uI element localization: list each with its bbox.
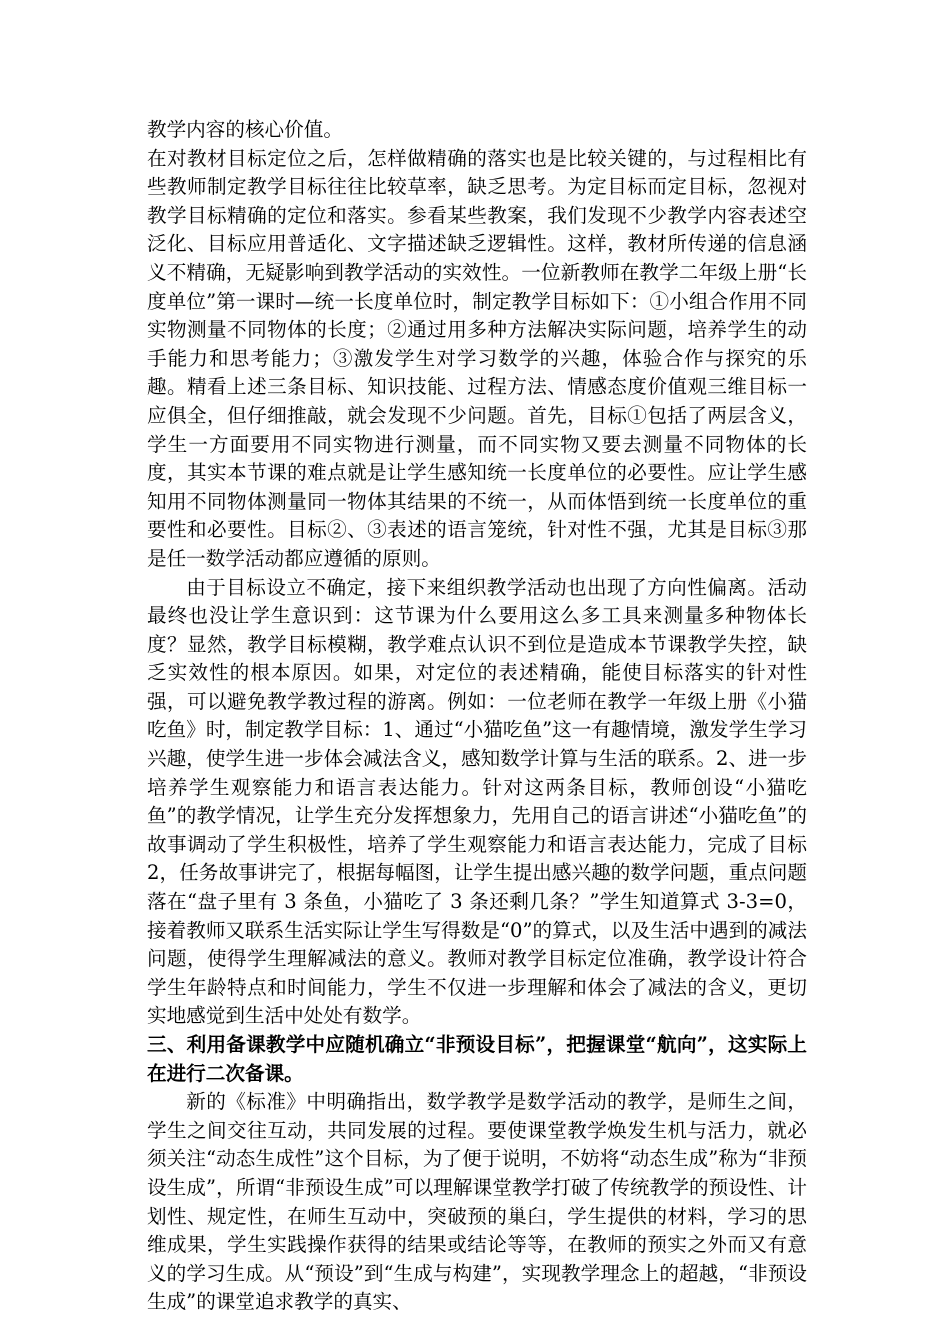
paragraph-goal-implementation: 在对教材目标定位之后，怎样做精确的落实也是比较关键的，与过程相比有些教师制定教学目标往往比较草率，缺乏思考。为定目标而定目标，忽视对教学目标精确的定位和落实。参看某些教案，我们发现不少教学内容表述空泛化、目标应用普适化、文字描述缺乏逻辑性。这样，教材所传递的信息涵义不精确，无疑影响到教学活动的实效性。一位新教师在教学二年级上册“长度单位”第一课时—统一长度单位时，制定教学目标如下：①小组合作用不同实物测量不同物体的长度；②通过用多种方法解决实际问题，培养学生的动手能力和思考能力；③激发学生对学习数学的兴趣，体验合作与探究的乐趣。精看上述三条目标、知识技能、过程方法、情感态度价值观三维目标一应俱全，但仔细推敲，就会发现不少问题。首先，目标①包括了两层含义，学生一方面要用不同实物进行测量，而不同实物又要去测量不同物体的长度，其实本节课的难点就是让学生感知统一长度单位的必要性。应让学生感知用不同物体测量同一物体其结果的不统一，从而体悟到统一长度单位的重要性和必要性。目标②、③表述的语言笼统，针对性不强，尤其是目标③那是任一数学活动都应遵循的原则。 bbox=[147, 146, 807, 570]
paragraph-core-value: 教学内容的核心价值。 bbox=[147, 118, 343, 141]
paragraph-new-standard: 新的《标准》中明确指出，数学教学是数学活动的教学，是师生之间，学生之间交往互动，共同发展的过程。要使课堂教学焕发生机与活力，就必须关注“动态生成性”这个目标，为了便于说明，不妨将“动态生成”称为“非预设生成”，所谓“非预设生成”可以理解课堂教学打破了传统教学的预设性、计划性、规定性，在师生互动中，突破预的巢臼，学生提供的材料，学习的思维成果，学生实践操作获得的结果或结论等等，在教师的预实之外而又有意义的学习生成。从“预设”到“生成与构建”，实现教学理念上的超越，“非预设生成”的课堂追求教学的真实、 bbox=[147, 1090, 807, 1314]
section-heading-three: 三、利用备课教学中应随机确立“非预设目标”，把握课堂“航向”，这实际上在进行二次备课。 bbox=[147, 1033, 807, 1085]
document-page bbox=[147, 116, 807, 1317]
paragraph-goal-example: 由于目标设立不确定，接下来组织教学活动也出现了方向性偏离。活动最终也没让学生意识到：这节课为什么要用这么多工具来测量多种物体长度？显然，教学目标模糊，教学难点认识不到位是造成本节课教学失控，缺乏实效性的根本原因。如果，对定位的表述精确，能使目标落实的针对性强，可以避免教学教过程的游离。例如：一位老师在教学一年级上册《小猫吃鱼》时，制定教学目标：1、通过“小猫吃鱼”这一有趣情境，激发学生学习兴趣，使学生进一步体会减法含义，感知数学计算与生活的联系。2、进一步培养学生观察能力和语言表达能力。针对这两条目标，教师创设“小猫吃鱼”的教学情况，让学生充分发挥想象力，先用自己的语言讲述“小猫吃鱼”的故事调动了学生积极性，培养了学生观察能力和语言表达能力，完成了目标 2，任务故事讲完了，根据每幅图，让学生提出感兴趣的数学问题，重点问题落在“盘子里有 3 条鱼，小猫吃了 3 条还剩几条？”学生知道算式 3-3=0，接着教师又联系生活实际让学生写得数是“0”的算式，以及生活中遇到的减法问题，使得学生理解减法的意义。教师对教学目标定位准确，教学设计符合学生年龄特点和时间能力，学生不仅进一步理解和体会了减法的含义，更切实地感觉到生活中处处有数学。 bbox=[147, 575, 807, 1028]
